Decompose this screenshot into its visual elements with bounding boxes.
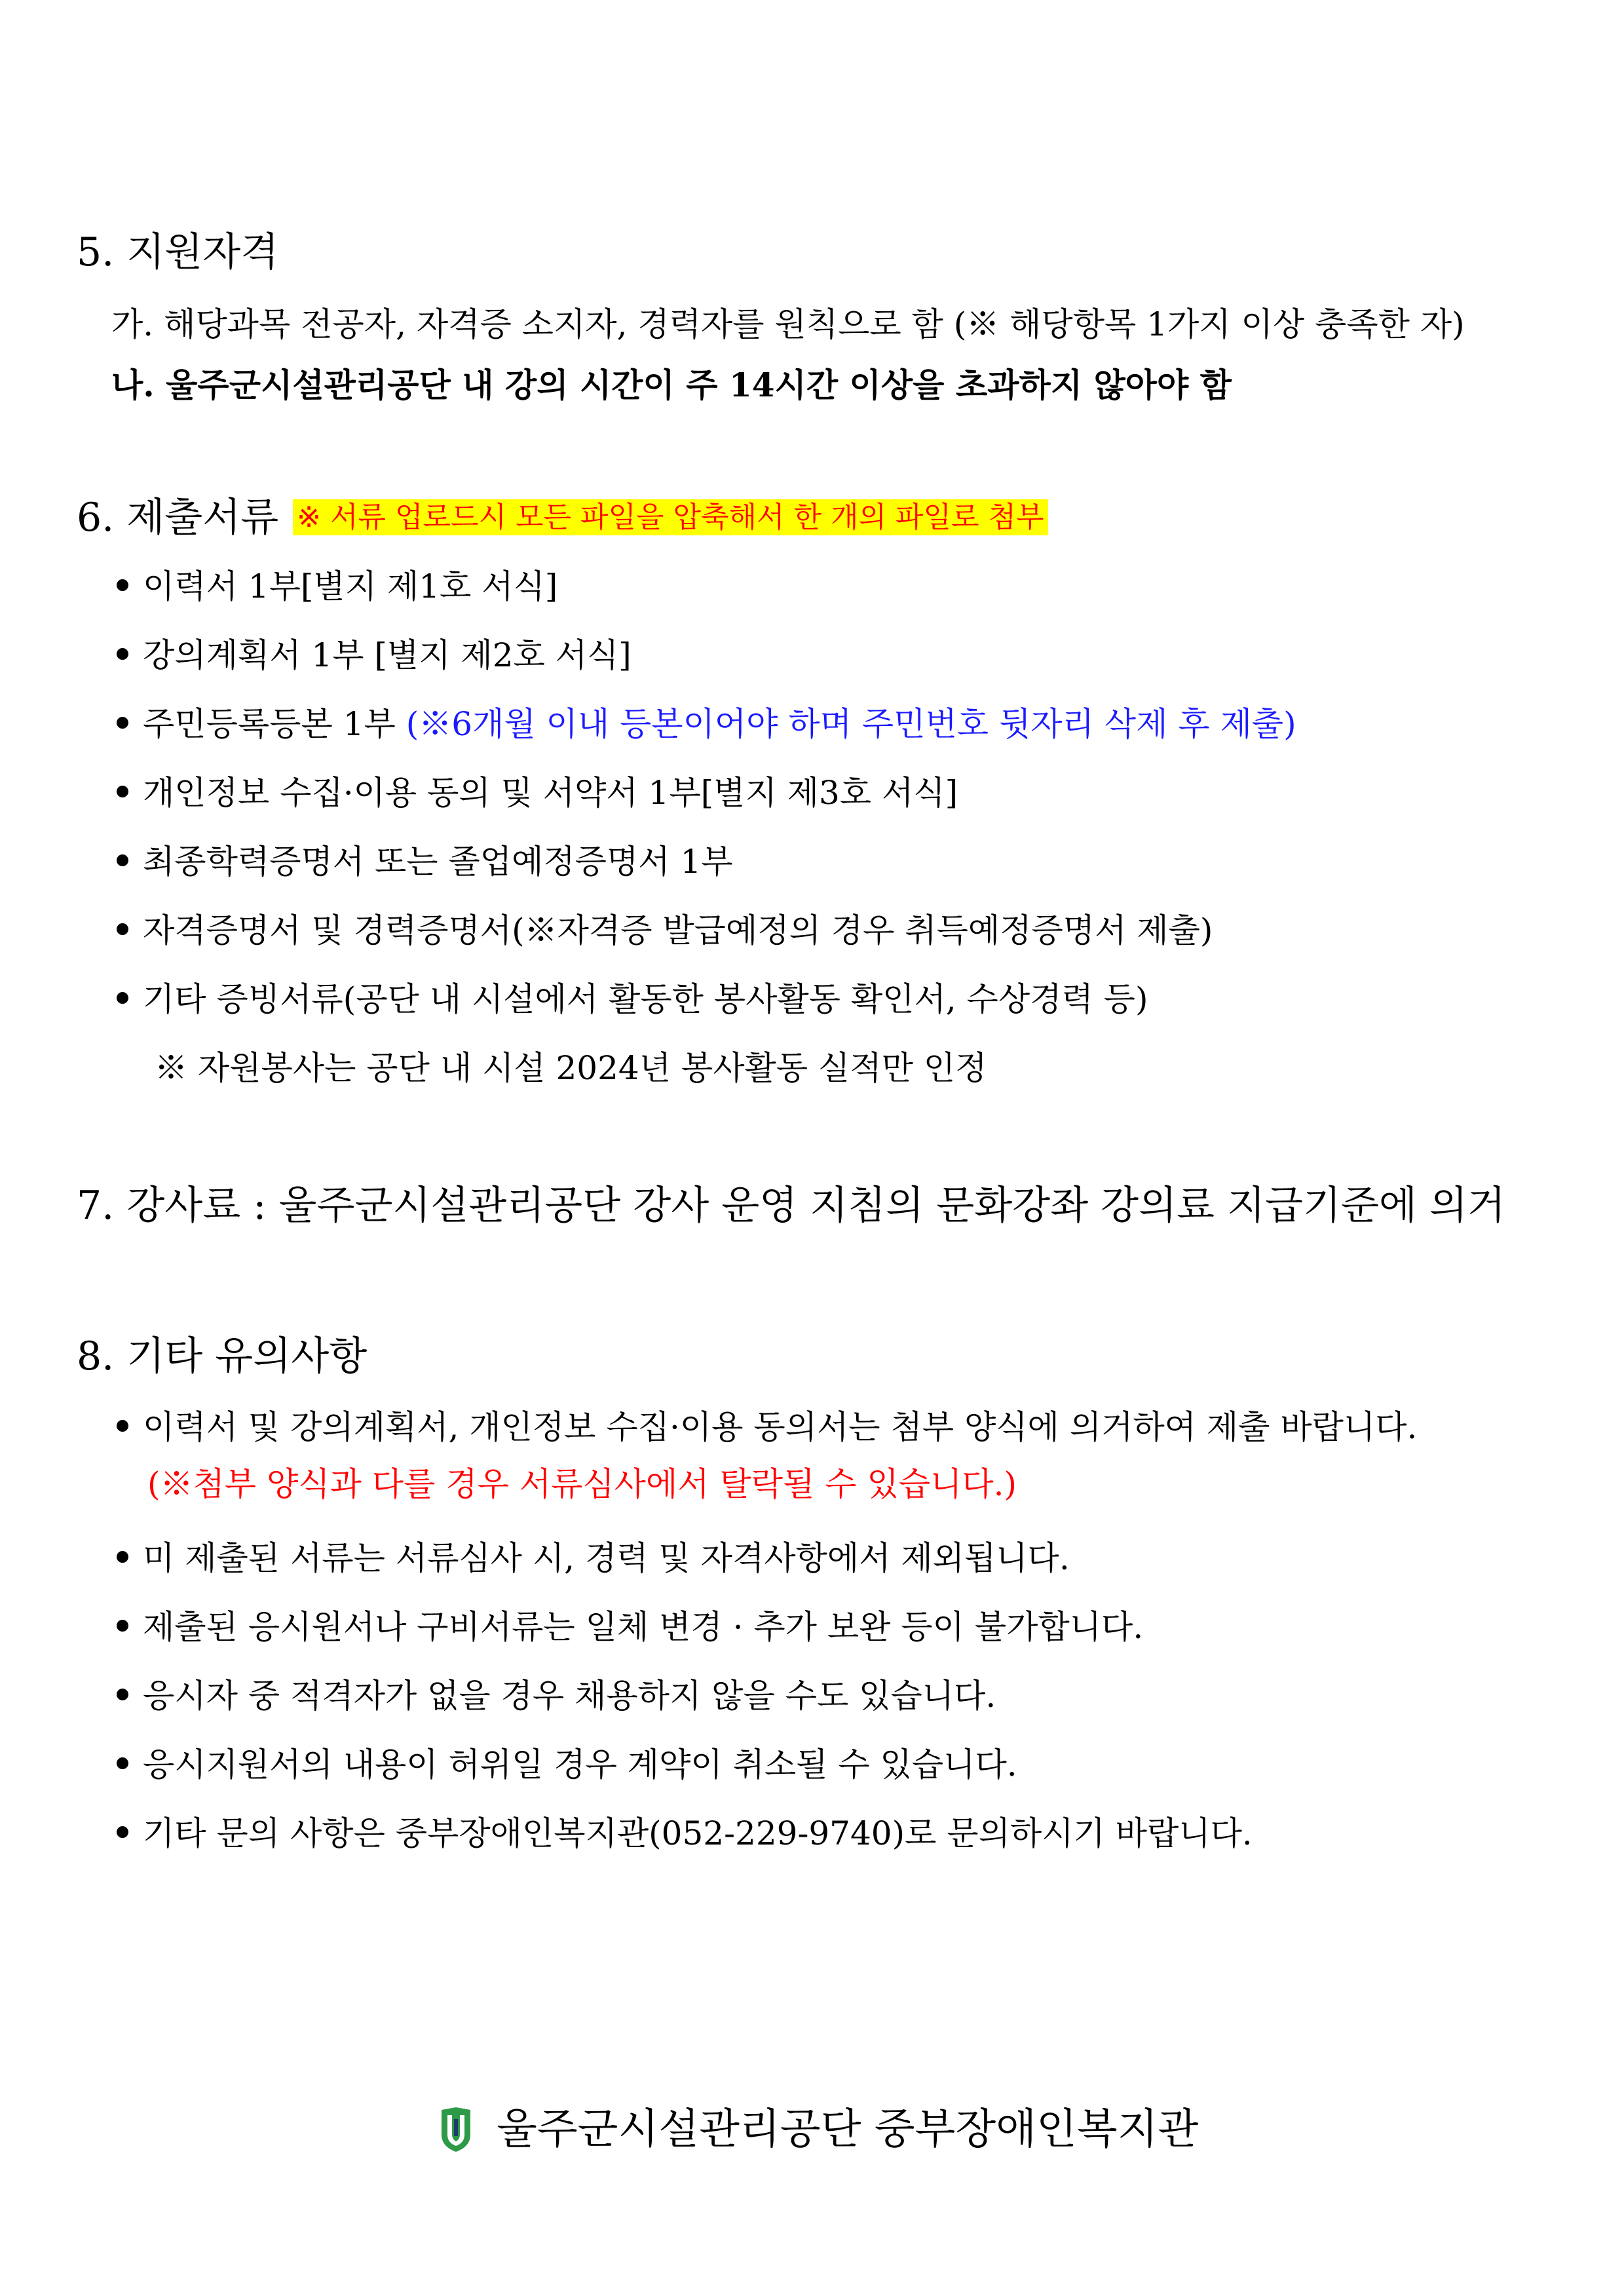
bullet-icon xyxy=(117,992,128,1004)
notice-item xyxy=(117,1404,1417,1450)
bullet-icon xyxy=(117,854,128,866)
document-item xyxy=(117,632,632,678)
bullet-icon xyxy=(117,923,128,935)
volunteer-note: ※ 자원봉사는 공단 내 시설 2024년 봉사활동 실적만 인정 xyxy=(155,1049,987,1087)
bullet-icon xyxy=(117,1689,128,1700)
document-item-text: 주민등록등본 1부 xyxy=(143,705,406,743)
document-item-text: 강의계획서 1부 [별지 제2호 서식] xyxy=(143,636,632,674)
document-item xyxy=(117,908,1213,953)
qualification-item-a: 가. 해당과목 전공자, 자격증 소지자, 경력자를 원칙으로 함 (※ 해당항목 1가지 이상 충족한 자) xyxy=(111,305,1465,343)
document-item-text: 기타 증빙서류(공단 내 시설에서 활동한 봉사활동 확인서, 수상경력 등) xyxy=(143,980,1148,1018)
document-item-note: (※6개월 이내 등본이어야 하며 주민번호 뒷자리 삭제 후 제출) xyxy=(406,705,1296,743)
notice-item-text: 응시자 중 적격자가 없을 경우 채용하지 않을 수도 있습니다. xyxy=(143,1677,996,1715)
bullet-icon xyxy=(117,1757,128,1769)
notice-item xyxy=(117,1604,1143,1650)
footer xyxy=(439,2100,1198,2159)
upload-notice-highlight: ※ 서류 업로드시 모든 파일을 압축해서 한 개의 파일로 첨부 xyxy=(293,499,1048,535)
bullet-icon xyxy=(117,786,128,797)
document-item xyxy=(117,701,1296,747)
notice-item xyxy=(117,1535,1070,1581)
organization-name: 울주군시설관리공단 중부장애인복지관 xyxy=(497,2105,1199,2154)
document-item-text: 이력서 1부[별지 제1호 서식] xyxy=(143,567,558,605)
bullet-icon xyxy=(117,1551,128,1563)
section-8-heading: 8. 기타 유의사항 xyxy=(77,1333,368,1379)
notice-item xyxy=(117,1673,996,1719)
bullet-icon xyxy=(117,648,128,660)
notice-item-text: 제출된 응시원서나 구비서류는 일체 변경 · 추가 보완 등이 불가합니다. xyxy=(143,1608,1144,1646)
document-item xyxy=(117,976,1148,1022)
document-item xyxy=(117,770,958,816)
notice-item xyxy=(117,1742,1017,1788)
organization-logo-icon xyxy=(439,2106,473,2153)
notice-item-text: 응시지원서의 내용이 허위일 경우 계약이 취소될 수 있습니다. xyxy=(143,1746,1017,1784)
bullet-icon xyxy=(117,1826,128,1838)
notice-item xyxy=(117,1810,1253,1856)
form-warning: (※첨부 양식과 다를 경우 서류심사에서 탈락될 수 있습니다.) xyxy=(147,1465,1017,1503)
bullet-icon xyxy=(117,1420,128,1432)
section-6-heading xyxy=(77,491,1048,544)
notice-item-text: 미 제출된 서류는 서류심사 시, 경력 및 자격사항에서 제외됩니다. xyxy=(143,1539,1070,1577)
document-item xyxy=(117,564,557,609)
document-item-text: 개인정보 수집·이용 동의 및 서약서 1부[별지 제3호 서식] xyxy=(143,774,958,812)
notice-item-text: 이력서 및 강의계획서, 개인정보 수집·이용 동의서는 첨부 양식에 의거하여 제출 바랍니다. xyxy=(143,1408,1418,1446)
bullet-icon xyxy=(117,579,128,591)
section-6-title: 6. 제출서류 xyxy=(77,495,279,541)
bullet-icon xyxy=(117,1620,128,1632)
document-item-text: 자격증명서 및 경력증명서(※자격증 발급예정의 경우 취득예정증명서 제출) xyxy=(143,911,1213,949)
bullet-icon xyxy=(117,717,128,729)
qualification-item-b: 나. 울주군시설관리공단 내 강의 시간이 주 14시간 이상을 초과하지 않아야 함 xyxy=(111,366,1232,404)
section-7-heading: 7. 강사료 : 울주군시설관리공단 강사 운영 지침의 문화강좌 강의료 지급기준에 의거 xyxy=(77,1183,1505,1229)
notice-item-text: 기타 문의 사항은 중부장애인복지관(052-229-9740)로 문의하시기 바랍니다. xyxy=(143,1814,1253,1852)
document-item xyxy=(117,839,733,885)
document-item-text: 최종학력증명서 또는 졸업예정증명서 1부 xyxy=(143,843,733,881)
section-5-heading: 5. 지원자격 xyxy=(77,229,279,275)
